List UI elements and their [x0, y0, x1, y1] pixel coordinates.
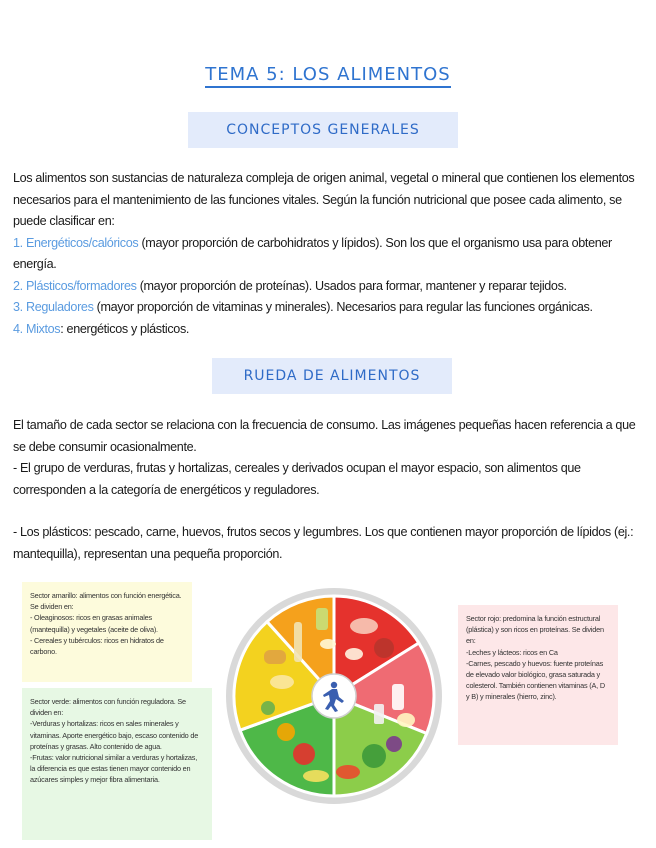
- note-line: -Verduras y hortalizas: ricos en sales minerales y vitaminas. Aporte energético bajo, escaso contenido de proteínas y grasas. Alto contenido de agua.: [30, 719, 199, 751]
- note-green-sector: [22, 688, 212, 840]
- item-text: : energéticos y plásticos.: [60, 321, 190, 336]
- item-text: (mayor proporción de carbohidratos y lípidos). Son los que el organismo usa para obtener energía.: [13, 235, 612, 271]
- food-shape: [397, 713, 415, 727]
- list-item: [13, 300, 593, 314]
- item-text: (mayor proporción de proteínas). Usados para formar, mantener y reparar tejidos.: [136, 278, 567, 293]
- food-shape: [374, 704, 384, 724]
- food-shape: [336, 765, 360, 779]
- list-item: [13, 279, 567, 293]
- note-line: - Cereales y tubérculos: ricos en hidratos de carbono.: [30, 635, 164, 657]
- food-shape: [392, 684, 404, 710]
- note-line: Sector rojo: predomina la función estructural (plástica) y son ricos en proteínas. Se dividen en:: [466, 614, 604, 646]
- concepts-intro: [13, 168, 643, 340]
- wheel-paragraph-3: - Los plásticos: pescado, carne, huevos, frutos secos y legumbres. Los que contienen mayor proporción de lípidos (ej.: mantequilla), representan una pequeña proporción.: [13, 525, 634, 561]
- note-line: Sector amarillo: alimentos con función energética. Se dividen en:: [30, 591, 182, 612]
- food-shape: [270, 675, 294, 689]
- section-heading-concepts: CONCEPTOS GENERALES: [188, 112, 458, 148]
- item-label: 1. Energéticos/calóricos: [13, 235, 139, 250]
- food-shape: [362, 744, 386, 768]
- wheel-paragraph-1: El tamaño de cada sector se relaciona con la frecuencia de consumo. Las imágenes pequeñas hacen referencia a que se debe consumir ocasionalmente.: [13, 418, 636, 454]
- section-heading-wheel: RUEDA DE ALIMENTOS: [212, 358, 452, 394]
- note-line: -Frutas: valor nutricional similar a verduras y hortalizas, la diferencia es que estas tienen mayor contenido en azúcares simples y mejor fibra alimentaria.: [30, 753, 198, 785]
- wheel-description: [13, 415, 643, 501]
- food-shape: [316, 608, 328, 630]
- food-shape: [374, 638, 394, 658]
- item-label: 2. Plásticos/formadores: [13, 278, 137, 293]
- item-text: (mayor proporción de vitaminas y minerales). Necesarios para regular las funciones orgánicas.: [93, 300, 593, 314]
- note-yellow-sector: [22, 582, 192, 682]
- food-shape: [320, 639, 336, 649]
- note-line: -Carnes, pescado y huevos: fuente proteínas de elevado valor biológico, grasa saturada y colesterol. También contienen vitaminas (A, D y B) y minerales (hierro, zinc).: [466, 658, 605, 702]
- note-line: - Oleaginosos: ricos en grasas animales (mantequilla) y vegetales (aceite de oliva).: [30, 613, 158, 634]
- wheel-paragraph-2: - El grupo de verduras, frutas y hortalizas, cereales y derivados ocupan el mayor espacio, son alimentos que corresponden a la categoría de energéticos y reguladores.: [13, 461, 581, 497]
- note-line: Sector verde: alimentos con función reguladora. Se dividen en:: [30, 697, 186, 718]
- list-item: [13, 236, 612, 272]
- food-shape: [277, 723, 295, 741]
- list-item: [13, 322, 189, 336]
- food-shape: [303, 770, 329, 782]
- food-wheel-illustration: [224, 586, 444, 806]
- item-label: 4. Mixtos: [13, 321, 61, 336]
- item-label: 3. Reguladores: [13, 300, 94, 314]
- note-line: -Leches y lácteos: ricos en Ca: [466, 647, 558, 657]
- food-shape: [261, 701, 275, 715]
- food-shape: [294, 622, 302, 662]
- page-title: [0, 64, 656, 85]
- food-shape: [386, 736, 402, 752]
- note-red-sector: [458, 605, 618, 745]
- intro-text: Los alimentos son sustancias de naturaleza compleja de origen animal, vegetal o mineral que contienen los elementos necesarios para el mantenimiento de las funciones vitales. Según la función nutricional que posee cada alimento, se puede clasificar en:: [13, 171, 635, 228]
- food-shape: [345, 648, 363, 660]
- food-shape: [264, 650, 286, 664]
- title-text: TEMA 5: LOS ALIMENTOS: [205, 64, 450, 88]
- food-shape: [293, 743, 315, 765]
- food-shape: [350, 618, 378, 634]
